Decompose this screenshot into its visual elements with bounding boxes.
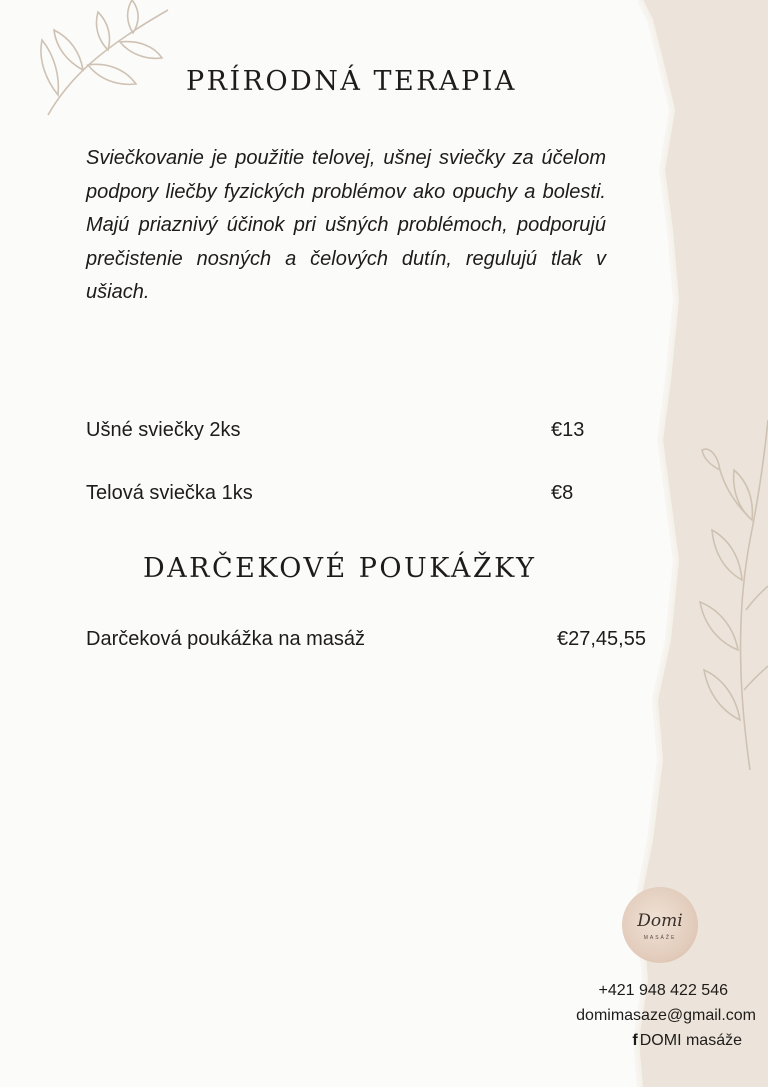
price-item-price: €8: [551, 482, 574, 504]
price-item-name: Telová sviečka 1ks: [86, 482, 253, 504]
facebook-label: DOMI masáže: [639, 1032, 742, 1049]
price-item-price: €13: [551, 419, 585, 441]
price-item-price: €27,45,55: [557, 628, 646, 650]
logo-main-text: Domi: [637, 911, 683, 931]
logo-sub-text: MASÁŽE: [643, 935, 677, 941]
contact-email: domimasaze@gmail.com: [576, 1007, 756, 1024]
domi-logo: [622, 887, 698, 963]
price-item-name: Ušné sviečky 2ks: [86, 419, 241, 441]
contact-facebook: [522, 1032, 742, 1050]
contact-phone: +421 948 422 546: [598, 982, 728, 999]
facebook-icon: f: [632, 1032, 638, 1049]
natural-therapy-title: PRÍRODNÁ TERAPIA: [186, 66, 517, 97]
natural-therapy-description: Sviečkovanie je použitie telovej, ušnej sviečky za účelom podpory liečby fyzických problémov ako opuchy a bolesti. Majú priaznivý účinok pri ušných problémoch, podporujú prečistenie nosných a čelových dutín, regulujú tlak v ušiach.: [86, 147, 606, 303]
gift-vouchers-title: DARČEKOVÉ POUKÁŽKY: [143, 553, 537, 584]
price-item-name: Darčeková poukážka na masáž: [86, 628, 366, 650]
